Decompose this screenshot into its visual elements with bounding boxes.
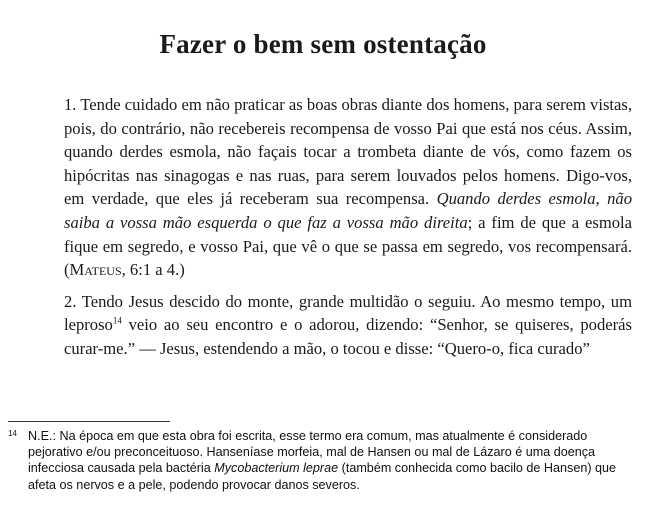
italic-quote: Quando derdes esmola, não saiba a vossa mão esquerda o que faz a vossa mão direita	[64, 189, 633, 232]
paragraph-text: Tendo Jesus descido do monte, grande multidão o seguiu. Ao mesmo tempo, um leproso	[64, 291, 632, 335]
paragraph-text-cont: ; a fim de que a esmola fique em segredo, e vosso Pai, que vê o que se passa em segredo, vos recompensará. (	[64, 212, 632, 280]
scripture-reference-verses: , 6:1 a 4.)	[121, 260, 185, 280]
paragraph-1	[64, 93, 632, 282]
paragraph-2	[64, 290, 632, 361]
paragraph-number: 2.	[64, 291, 77, 311]
paragraph-number: 1.	[64, 95, 77, 114]
footnote-mark: 14	[8, 429, 17, 438]
footnote-italic: Mycobacterium leprae	[214, 461, 339, 476]
page-title: Fazer o bem sem ostentação	[159, 29, 487, 59]
paragraph-text-cont: veio ao seu encontro e o adorou, dizendo: “Senhor, se quiseres, poderás curar-me.” — Jesus, estendendo a mão, o tocou e disse: “Quero-o, fica curado”	[64, 315, 632, 358]
footnote-text-cont: (também conhecida como bacilo de Hansen) que afeta os nervos e a pele, podendo provocar danos severos.	[28, 461, 617, 492]
paragraph-text: Tende cuidado em não praticar as boas obras diante dos homens, para serem vistas, pois, do contrário, não recebereis recompensa de vosso Pai que está nos céus. Assim, quando derdes esmola, não façais tocar a trombeta diante de vós, como fazem os hipócritas nas sinagogas e nas ruas, para serem louvados pelos homens. Digo-vos, em verdade, que eles já receberam sua recompensa.	[64, 95, 632, 209]
footnote-reference[interactable]: 14	[112, 315, 122, 326]
footnote-text: N.E.: Na época em que esta obra foi escrita, esse termo era comum, mas atualmente é considerado pejorativo e/ou preconceituoso. Hanseníase morfeia, mal de Hansen ou mal de Lázaro é uma doença infecciosa causada pela bactéria	[28, 429, 596, 476]
footnote	[8, 428, 638, 493]
body-text	[64, 93, 632, 361]
scripture-reference-book: Mateus	[69, 260, 122, 280]
footnote-divider	[8, 421, 170, 422]
footnote-body	[28, 428, 638, 493]
